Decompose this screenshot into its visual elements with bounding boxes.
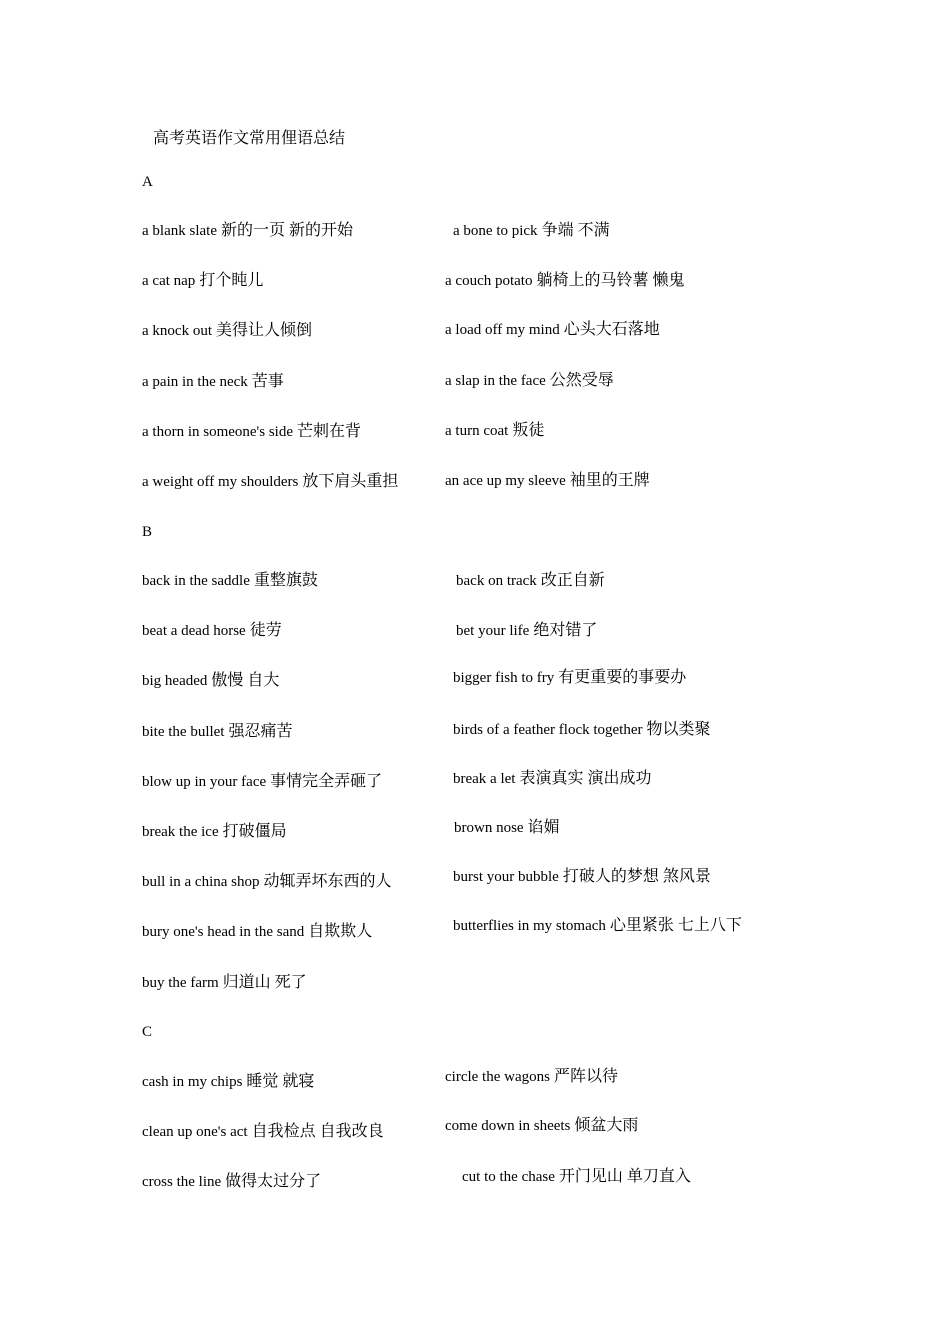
- idiom-entry: [142, 973, 307, 993]
- idiom-english: a cat nap: [142, 273, 196, 289]
- idiom-english: a couch potato: [445, 273, 533, 289]
- idiom-english: an ace up my sleeve: [445, 473, 566, 489]
- idiom-english: circle the wagons: [445, 1069, 550, 1085]
- idiom-english: bite the bullet: [142, 724, 225, 740]
- idiom-chinese: 心头大石落地: [563, 321, 660, 338]
- idiom-entry: [142, 221, 353, 241]
- idiom-entry: [445, 320, 660, 340]
- idiom-english: a load off my mind: [445, 322, 560, 338]
- idiom-chinese: 打破人的梦想 煞风景: [562, 868, 711, 885]
- idiom-entry: [142, 722, 293, 742]
- idiom-english: clean up one's act: [142, 1124, 248, 1140]
- idiom-chinese: 傲慢 自大: [211, 672, 280, 689]
- idiom-entry: [445, 371, 614, 391]
- idiom-chinese: 打破僵局: [222, 823, 287, 840]
- idiom-english: bull in a china shop: [142, 874, 260, 890]
- idiom-english: a turn coat: [445, 423, 509, 439]
- idiom-entry: [453, 668, 686, 688]
- idiom-entry: [142, 1122, 384, 1142]
- idiom-entry: [453, 769, 651, 789]
- idiom-chinese: 苦事: [251, 373, 284, 390]
- idiom-entry: [142, 922, 372, 942]
- idiom-chinese: 自我检点 自我改良: [251, 1123, 384, 1140]
- idiom-entry: [453, 867, 711, 887]
- idiom-entry: [142, 1072, 314, 1092]
- document-title: 高考英语作文常用俚语总结: [153, 130, 346, 147]
- idiom-chinese: 叛徒: [512, 422, 545, 439]
- idiom-english: bigger fish to fry: [453, 670, 555, 686]
- idiom-entry: [142, 621, 282, 641]
- idiom-english: break a let: [453, 771, 516, 787]
- idiom-english: burst your bubble: [453, 869, 559, 885]
- idiom-entry: [142, 772, 382, 792]
- idiom-chinese: 开门见山 单刀直入: [558, 1168, 691, 1185]
- idiom-entry: [142, 372, 284, 392]
- idiom-entry: [142, 422, 361, 442]
- idiom-chinese: 有更重要的事要办: [558, 669, 687, 686]
- idiom-entry: [142, 872, 392, 892]
- idiom-entry: [445, 471, 650, 491]
- idiom-chinese: 新的一页 新的开始: [220, 222, 353, 239]
- idiom-english: butterflies in my stomach: [453, 918, 606, 934]
- idiom-chinese: 强忍痛苦: [228, 723, 293, 740]
- idiom-chinese: 严阵以待: [553, 1068, 618, 1085]
- idiom-chinese: 袖里的王牌: [569, 472, 650, 489]
- idiom-entry: [142, 822, 287, 842]
- idiom-english: cross the line: [142, 1174, 222, 1190]
- idiom-chinese: 重整旗鼓: [253, 572, 318, 589]
- section-letter-a: A: [142, 174, 153, 190]
- idiom-entry: [445, 1116, 638, 1136]
- idiom-entry: [142, 271, 263, 291]
- idiom-chinese: 表演真实 演出成功: [519, 770, 652, 787]
- section-letter-b: B: [142, 524, 153, 540]
- idiom-english: back on track: [456, 573, 537, 589]
- idiom-english: a weight off my shoulders: [142, 474, 299, 490]
- idiom-entry: [456, 621, 597, 641]
- idiom-english: blow up in your face: [142, 774, 267, 790]
- idiom-chinese: 放下肩头重担: [302, 473, 399, 490]
- idiom-english: back in the saddle: [142, 573, 250, 589]
- idiom-chinese: 动辄弄坏东西的人: [263, 873, 392, 890]
- idiom-entry: [142, 571, 318, 591]
- idiom-chinese: 公然受辱: [549, 372, 614, 389]
- idiom-entry: [445, 271, 684, 291]
- idiom-chinese: 绝对错了: [533, 622, 598, 639]
- idiom-chinese: 倾盆大雨: [574, 1117, 639, 1134]
- idiom-chinese: 打个盹儿: [199, 272, 264, 289]
- idiom-english: a knock out: [142, 323, 212, 339]
- idiom-chinese: 芒刺在背: [297, 423, 362, 440]
- idiom-chinese: 做得太过分了: [225, 1173, 322, 1190]
- idiom-entry: [454, 818, 560, 838]
- idiom-chinese: 自欺欺人: [308, 923, 373, 940]
- idiom-chinese: 归道山 死了: [222, 974, 307, 991]
- idiom-english: a bone to pick: [453, 223, 538, 239]
- idiom-chinese: 心里紧张 七上八下: [609, 917, 742, 934]
- idiom-chinese: 美得让人倾倒: [215, 322, 312, 339]
- idiom-entry: [453, 221, 610, 241]
- idiom-chinese: 事情完全弄砸了: [270, 773, 383, 790]
- idiom-chinese: 物以类聚: [646, 721, 711, 738]
- idiom-english: cut to the chase: [462, 1169, 555, 1185]
- idiom-chinese: 徒劳: [249, 622, 282, 639]
- idiom-english: buy the farm: [142, 975, 219, 991]
- idiom-english: come down in sheets: [445, 1118, 571, 1134]
- idiom-chinese: 谄媚: [527, 819, 560, 836]
- idiom-entry: [445, 421, 544, 441]
- idiom-english: brown nose: [454, 820, 524, 836]
- idiom-entry: [453, 720, 711, 740]
- idiom-chinese: 争端 不满: [541, 222, 610, 239]
- idiom-english: a pain in the neck: [142, 374, 248, 390]
- idiom-english: a thorn in someone's side: [142, 424, 294, 440]
- section-letter-c: C: [142, 1024, 153, 1040]
- idiom-entry: [453, 916, 742, 936]
- idiom-english: cash in my chips: [142, 1074, 243, 1090]
- idiom-english: birds of a feather flock together: [453, 722, 643, 738]
- idiom-entry: [445, 1067, 618, 1087]
- idiom-entry: [142, 321, 312, 341]
- idiom-entry: [142, 671, 279, 691]
- idiom-english: beat a dead horse: [142, 623, 246, 639]
- idiom-chinese: 躺椅上的马铃薯 懒鬼: [536, 272, 685, 289]
- idiom-entry: [462, 1167, 691, 1187]
- idiom-english: a blank slate: [142, 223, 217, 239]
- idiom-english: break the ice: [142, 824, 219, 840]
- idiom-entry: [142, 1172, 321, 1192]
- idiom-english: a slap in the face: [445, 373, 546, 389]
- idiom-english: big headed: [142, 673, 208, 689]
- idiom-english: bury one's head in the sand: [142, 924, 305, 940]
- idiom-chinese: 改正自新: [540, 572, 605, 589]
- idiom-entry: [456, 571, 605, 591]
- idiom-english: bet your life: [456, 623, 530, 639]
- idiom-entry: [142, 472, 398, 492]
- idiom-chinese: 睡觉 就寝: [246, 1073, 315, 1090]
